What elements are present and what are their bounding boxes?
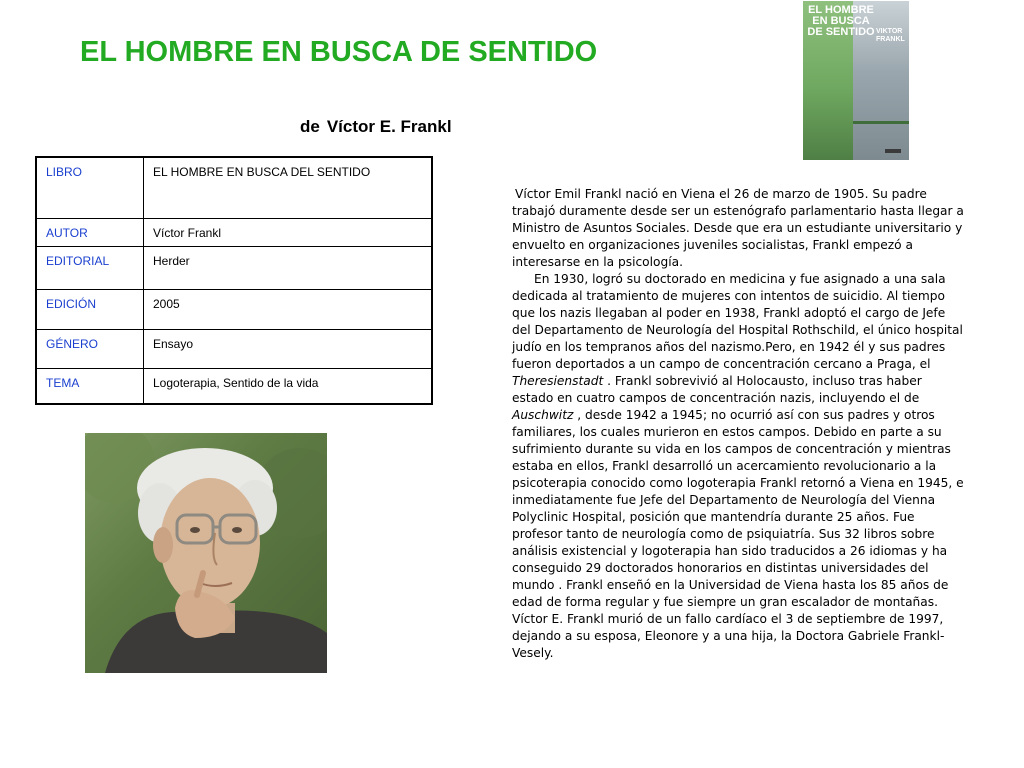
byline xyxy=(300,117,452,137)
bio-place-auschwitz: Auschwitz xyxy=(512,408,574,422)
table-value: Herder xyxy=(144,246,433,289)
table-row xyxy=(36,218,432,246)
table-label: GÉNERO xyxy=(36,329,144,368)
table-value: 2005 xyxy=(144,289,433,329)
table-label: LIBRO xyxy=(36,157,144,218)
cover-author: VIKTOR FRANKL xyxy=(876,28,905,43)
book-info-table xyxy=(35,156,433,405)
table-label: EDICIÓN xyxy=(36,289,144,329)
bio-place-theresienstadt: Theresienstadt xyxy=(512,374,604,388)
bio-text-part: , desde 1942 a 1945; no ocurrió así con sus padres y otros familiares, los cuales murieron en estos campos. Debido en parte a su sufrimiento durante su vida en los campos de concentración y mientras estaba en ellos, Frankl desarrolló un acercamiento revolucionario a la psicoterapia conocido como logoterapia Frankl retornó a Viena en 1945, e inmediatamente fue Jefe del Departamento de Neurología del Vienna Polyclinic Hospital, posición que mantendría durante 25 años. Fue profesor tanto de neurología como de psiquiatría. Sus 32 libros sobre análisis existencial y logoterapia han sido traducidos a 26 idiomas y ha conseguido 29 doctorados honorarios en distintas universidades del mundo . Frankl enseñó en la Universidad de Viena hasta los 85 años de edad de forma regular y fue siempre un gran escalador de montañas. Víctor E. Frankl murió de un fallo cardíaco el 3 de septiembre de 1997, dejando a su esposa, Eleonore y a una hija, la Doctora Gabriele Frankl-Vesely. xyxy=(512,408,964,660)
table-label: AUTOR xyxy=(36,218,144,246)
table-row xyxy=(36,246,432,289)
table-label: TEMA xyxy=(36,368,144,404)
table-value: Logoterapia, Sentido de la vida xyxy=(144,368,433,404)
publisher-logo-mark xyxy=(885,149,901,153)
table-value: Ensayo xyxy=(144,329,433,368)
table-label: EDITORIAL xyxy=(36,246,144,289)
table-row xyxy=(36,289,432,329)
table-row xyxy=(36,329,432,368)
cover-stripe xyxy=(853,121,909,124)
book-cover-image xyxy=(803,1,909,160)
author-portrait xyxy=(85,433,327,673)
byline-prefix: de xyxy=(300,117,320,136)
biography-text xyxy=(512,186,964,662)
table-value: EL HOMBRE EN BUSCA DEL SENTIDO xyxy=(144,157,433,218)
portrait-illustration xyxy=(85,433,327,673)
table-value: Víctor Frankl xyxy=(144,218,433,246)
table-row xyxy=(36,368,432,404)
bio-paragraph-2 xyxy=(512,271,964,662)
bio-paragraph-1: Víctor Emil Frankl nació en Viena el 26 de marzo de 1905. Su padre trabajó duramente desde ser un estenógrafo parlamentario hasta llegar a Ministro de Asuntos Sociales. Desde que era un estudiante universitario y envuelto en organizaciones juveniles socialistas, Frankl empezó a interesarse en la psicología. xyxy=(512,187,964,269)
bio-text-part: . Frankl sobrevivió al Holocausto, incluso tras haber estado en cuatro campos de concentración nazis, incluyendo el de xyxy=(512,374,922,405)
page-title: EL HOMBRE EN BUSCA DE SENTIDO xyxy=(80,36,598,68)
cover-title: EL HOMBRE EN BUSCA DE SENTIDO xyxy=(807,4,875,38)
bio-text-part: En 1930, logró su doctorado en medicina y fue asignado a una sala dedicada al tratamiento de mujeres con intentos de suicidio. Al tiempo que los nazis llegaban al poder en 1938, Frankl adoptó el cargo de Jefe del Departamento de Neurología del Hospital Rothschild, el único hospital judío en los tempranos años del nazismo.Pero, en 1942 él y sus padres fueron deportados a un campo de concentración cercano a Praga, el xyxy=(512,272,963,371)
table-row xyxy=(36,157,432,218)
byline-author: Víctor E. Frankl xyxy=(326,117,452,136)
